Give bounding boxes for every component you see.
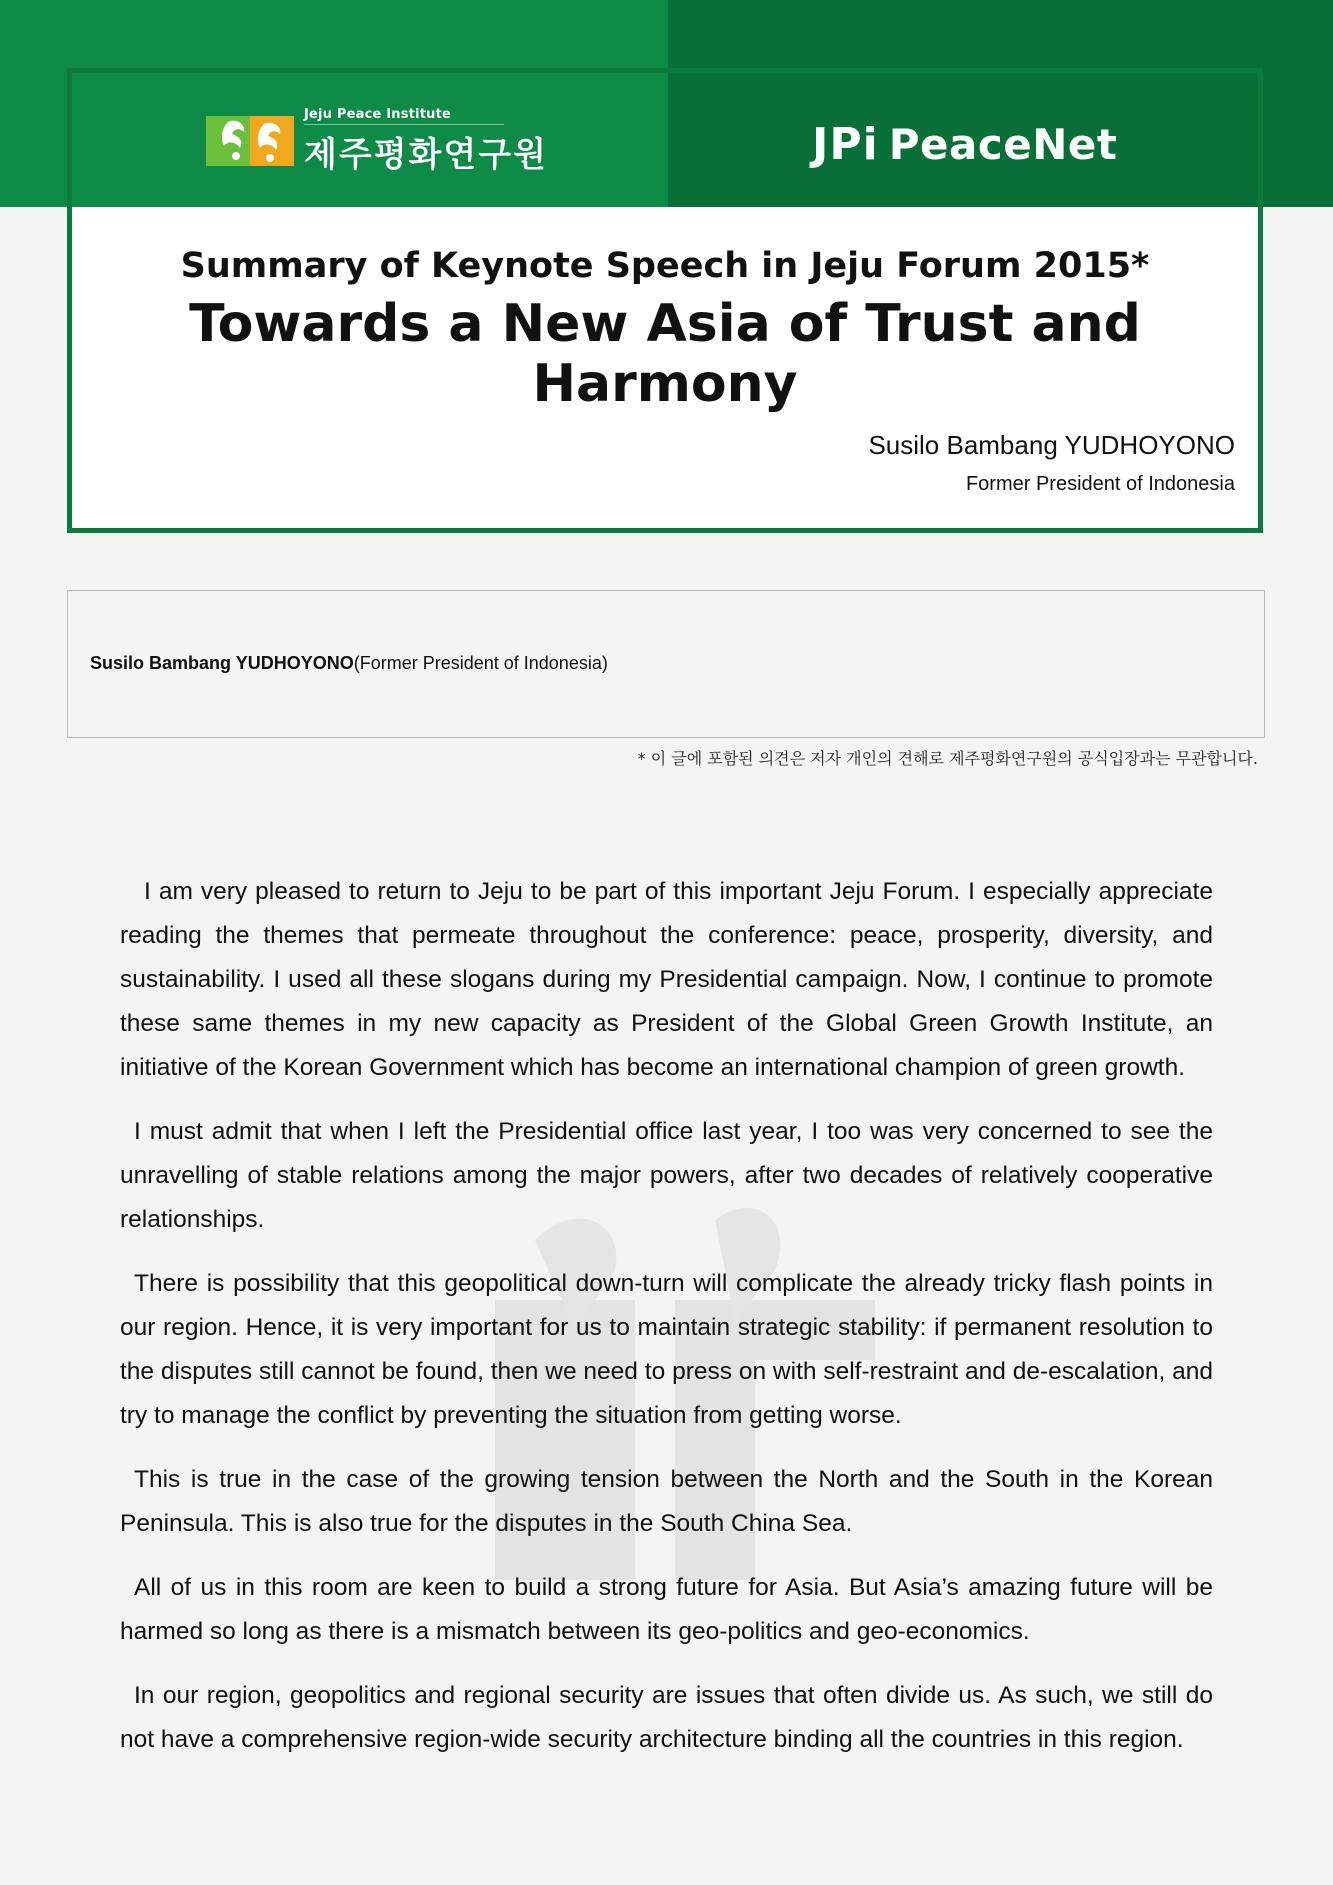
document-subtitle: Summary of Keynote Speech in Jeju Forum 2015* bbox=[180, 246, 1150, 286]
body-paragraph: All of us in this room are keen to build a strong future for Asia. But Asia’s amazing future will be harmed so long as there is a mismatch between its geo-politics and geo-economics. bbox=[120, 1574, 1213, 1645]
logo-korean-name: 제주평화연구원 bbox=[304, 134, 548, 175]
author-role: Former President of Indonesia bbox=[965, 473, 1235, 495]
body-paragraph: This is true in the case of the growing tension between the North and the South in the Korean Peninsula. This is also true for the disputes in the South China Sea. bbox=[120, 1466, 1213, 1537]
body-paragraph: I must admit that when I left the Presidential office last year, I too was very concerned to see the unravelling of stable relations among the major powers, after two decades of relatively cooperative relationships. bbox=[120, 1118, 1213, 1233]
author-name: Susilo Bambang YUDHOYONO bbox=[868, 430, 1235, 460]
body-paragraph: In our region, geopolitics and regional security are issues that often divide us. As such, we still do not have a comprehensive region-wide security architecture binding all the countries in this region. bbox=[120, 1682, 1213, 1753]
info-author-role: (Former President of Indonesia) bbox=[353, 653, 608, 673]
logo-english-name: Jeju Peace Institute bbox=[304, 107, 504, 125]
dove-logo-icon bbox=[206, 110, 294, 172]
author-info-line bbox=[90, 653, 608, 674]
document-title: Towards a New Asia of Trust and Harmony bbox=[189, 294, 1141, 414]
peacenet-logo-text: PeaceNet bbox=[888, 119, 1118, 169]
jpi-logo-text: JPi bbox=[812, 118, 879, 170]
jpi-peacenet-logo bbox=[812, 116, 1117, 172]
body-paragraph: I am very pleased to return to Jeju to be part of this important Jeju Forum. I especially appreciate reading the themes that permeate throughout the conference: peace, prosperity, diversity, and sustainability. I used all these slogans during my Presidential campaign. Now, I continue to promote these same themes in my new capacity as President of the Global Green Growth Institute, an initiative of the Korean Government which has become an international champion of green growth. bbox=[120, 878, 1213, 1081]
author-info-box bbox=[67, 590, 1265, 738]
body-paragraph: There is possibility that this geopolitical down-turn will complicate the already tricky flash points in our region. Hence, it is very important for us to maintain strategic stability: if permanent resolution to the disputes still cannot be found, then we need to press on with self-restraint and de-escalation, and try to manage the conflict by preventing the situation from getting worse. bbox=[120, 1270, 1213, 1429]
disclaimer-note: * 이 글에 포함된 의견은 저자 개인의 견해로 제주평화연구원의 공식입장과는 무관합니다. bbox=[637, 749, 1258, 768]
speech-body bbox=[120, 870, 1213, 1782]
jeju-peace-institute-logo bbox=[206, 108, 548, 174]
info-author-name: Susilo Bambang YUDHOYONO bbox=[90, 653, 354, 673]
